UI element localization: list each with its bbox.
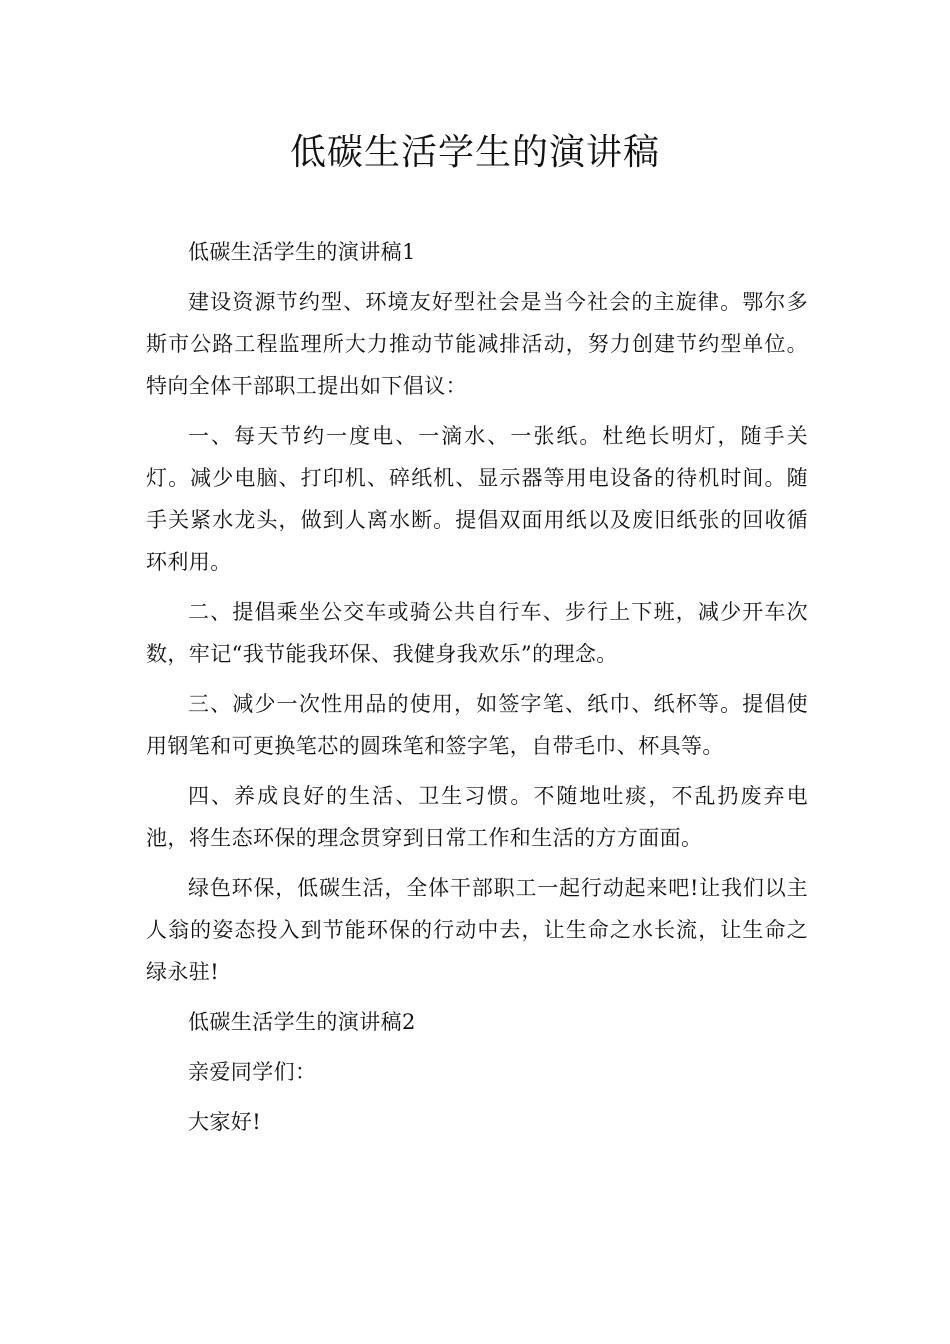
paragraph-item-4: 四、养成良好的生活、卫生习惯。不随地吐痰，不乱扔废弃电池，将生态环保的理念贯穿到日常工作和生活的方方面面。 (146, 784, 808, 850)
section-heading-1: 低碳生活学生的演讲稿1 (188, 240, 416, 264)
greeting-line: 亲爱同学们： (188, 1060, 317, 1084)
paragraph-item-2: 二、提倡乘坐公交车或骑公共自行车、步行上下班，减少开车次数，牢记“我节能我环保、我健身我欢乐”的理念。 (146, 600, 808, 666)
salutation-line: 大家好! (188, 1110, 262, 1134)
section-heading-2: 低碳生活学生的演讲稿2 (188, 1010, 416, 1034)
paragraph-closing: 绿色环保，低碳生活，全体干部职工一起行动起来吧!让我们以主人翁的姿态投入到节能环保的行动中去，让生命之水长流，让生命之绿永驻! (146, 876, 808, 984)
paragraph-intro: 建设资源节约型、环境友好型社会是当今社会的主旋律。鄂尔多斯市公路工程监理所大力推动节能减排活动，努力创建节约型单位。特向全体干部职工提出如下倡议： (146, 290, 808, 398)
paragraph-item-1: 一、每天节约一度电、一滴水、一张纸。杜绝长明灯，随手关灯。减少电脑、打印机、碎纸机、显示器等用电设备的待机时间。随手关紧水龙头，做到人离水断。提倡双面用纸以及废旧纸张的回收循环利用。 (146, 424, 808, 574)
document-body (146, 231, 808, 1151)
paragraph-item-3: 三、减少一次性用品的使用，如签字笔、纸巾、纸杯等。提倡使用钢笔和可更换笔芯的圆珠笔和签字笔，自带毛巾、杯具等。 (146, 692, 808, 758)
page-title: 低碳生活学生的演讲稿 (289, 132, 660, 173)
